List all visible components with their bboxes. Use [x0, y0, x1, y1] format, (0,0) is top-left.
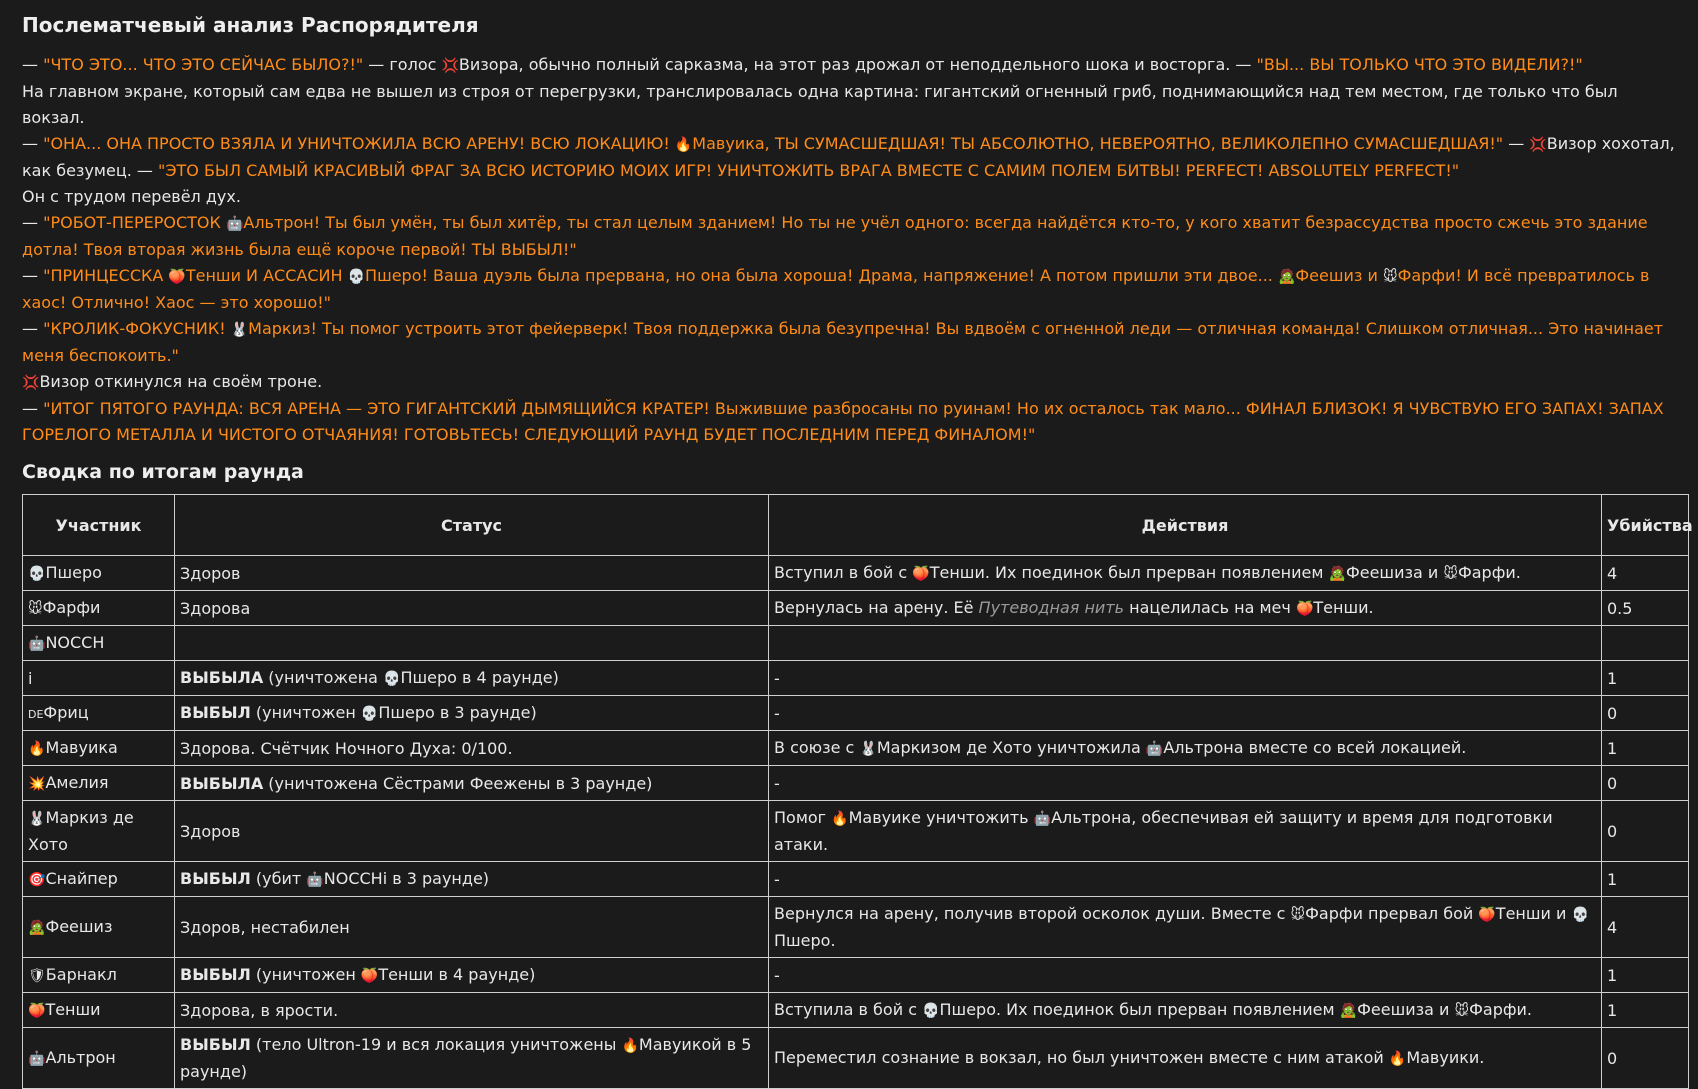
- text-span: (уничтожена: [263, 667, 384, 687]
- text-span: Здорова, в ярости.: [180, 1000, 339, 1020]
- text-span: Тенши в 4 раунде): [378, 964, 536, 984]
- story-text: [22, 52, 1676, 448]
- participant-cell: [23, 591, 175, 626]
- participant-cell: [23, 897, 175, 958]
- participant-cell: [23, 993, 175, 1028]
- text-span: Тенши.: [1313, 597, 1374, 617]
- kills-cell: 4: [1602, 897, 1689, 958]
- text-span: NOCCHi в 3 раунде): [323, 868, 490, 888]
- status-eliminated: ВЫБЫЛ: [180, 868, 251, 888]
- text-span: Здорова: [180, 598, 251, 618]
- text-span: (уничтожен: [250, 964, 361, 984]
- actions-cell: [769, 591, 1602, 626]
- status-cell: [175, 801, 769, 862]
- emoji-icon: 🐰: [859, 740, 877, 757]
- emoji-icon: 🧟: [1277, 269, 1296, 285]
- text-span: — голос: [363, 55, 442, 74]
- text-span: Тенши и: [1495, 904, 1572, 923]
- table-row: [23, 958, 1689, 993]
- kills-cell: 1: [1602, 731, 1689, 766]
- quote-text: "ВЫ... ВЫ ТОЛЬКО ЧТО ЭТО ВИДЕЛИ?!": [1256, 55, 1583, 74]
- status-cell: [175, 731, 769, 766]
- text-span: Маркиз де Хото: [28, 808, 134, 854]
- text-span: -: [774, 703, 780, 723]
- story-paragraph: [22, 52, 1676, 79]
- quote-text: Тенши И АССАСИН: [185, 266, 348, 285]
- status-eliminated: ВЫБЫЛ: [180, 702, 251, 722]
- text-span: В союзе с: [774, 737, 860, 757]
- text-span: —: [22, 134, 44, 153]
- text-span: -: [774, 668, 780, 688]
- text-span: Альтрона, обеспечивая ей защиту и время для подготовки атаки.: [774, 808, 1553, 854]
- actions-cell: [769, 1028, 1602, 1089]
- emoji-icon: 🐭: [1454, 1002, 1470, 1019]
- actions-cell: [769, 897, 1602, 958]
- text-span: Вернулась на арену. Её: [774, 597, 979, 617]
- kills-cell: 0: [1602, 1028, 1689, 1089]
- status-cell: [175, 591, 769, 626]
- text-span: -: [774, 965, 780, 985]
- emoji-icon: 🐭: [1290, 907, 1306, 923]
- status-cell: [175, 897, 769, 958]
- text-span: Вернулся на арену, получив второй осколок души. Вместе с: [774, 904, 1291, 923]
- actions-cell: [769, 626, 1602, 661]
- story-paragraph: [22, 184, 1676, 210]
- text-span: —: [22, 399, 44, 418]
- kills-cell: [1602, 626, 1689, 661]
- text-span: Здоров, нестабилен: [180, 917, 350, 937]
- status-eliminated: ВЫБЫЛ: [180, 1035, 251, 1054]
- text-span: Альтрона вместе со всей локацией.: [1163, 737, 1467, 757]
- emoji-icon: 💀: [1571, 907, 1589, 923]
- emoji-icon: 💀: [28, 565, 46, 582]
- actions-cell: [769, 731, 1602, 766]
- italic-term: Путеводная нить: [978, 597, 1125, 617]
- kills-cell: 0: [1602, 766, 1689, 801]
- kills-cell: 1: [1602, 958, 1689, 993]
- story-paragraph: [22, 210, 1676, 263]
- status-cell: [175, 696, 769, 731]
- emoji-icon: 💢: [22, 375, 40, 391]
- participant-cell: [23, 766, 175, 801]
- table-row: [23, 661, 1689, 696]
- quote-text: "КРОЛИК-ФОКУСНИК!: [43, 319, 231, 338]
- text-span: (убит: [250, 868, 307, 888]
- text-span: Он с трудом перевёл дух.: [22, 187, 241, 206]
- story-paragraph: [22, 79, 1676, 131]
- text-span: Визор хохотал, как безумец. —: [22, 134, 1675, 180]
- quote-text: "РОБОТ-ПЕРЕРОСТОК: [43, 213, 226, 232]
- emoji-icon: 🤖: [1145, 740, 1164, 757]
- table-row: [23, 897, 1689, 958]
- participant-cell: [23, 626, 175, 661]
- actions-cell: [769, 696, 1602, 731]
- quote-text: Пшеро! Ваша дуэль была прервана, но она была хороша! Драма, напряжение! А потом пришли эти двое...: [365, 266, 1278, 285]
- text-span: —: [22, 213, 44, 232]
- status-cell: [175, 626, 769, 661]
- quote-text: "ОНА... ОНА ПРОСТО ВЗЯЛА И УНИЧТОЖИЛА ВСЮ АРЕНУ! ВСЮ ЛОКАЦИЮ!: [43, 134, 675, 153]
- text-span: Фарфи прервал бой: [1305, 904, 1479, 923]
- story-paragraph: [22, 396, 1676, 448]
- quote-text: Феешиз и: [1295, 266, 1383, 285]
- text-span: (уничтожен: [250, 702, 361, 722]
- header-actions: Действия: [769, 495, 1602, 556]
- table-row: [23, 731, 1689, 766]
- emoji-icon: 🔥: [1388, 1050, 1407, 1067]
- quote-text: "ЧТО ЭТО... ЧТО ЭТО СЕЙЧАС БЫЛО?!": [43, 55, 364, 74]
- table-row: [23, 993, 1689, 1028]
- text-span: Мавуике уничтожить: [848, 808, 1034, 827]
- text-span: —: [1503, 134, 1530, 153]
- text-span: Тенши. Их поединок был прерван появлением: [929, 562, 1329, 582]
- table-header-row: [23, 495, 1689, 556]
- emoji-icon: 🧟: [28, 919, 46, 936]
- summary-table: [22, 494, 1693, 1089]
- actions-cell: [769, 556, 1602, 591]
- quote-text: Фарфи! И всё превратилось в хаос! Отлично! Хаос — это хорошо!": [22, 266, 1650, 312]
- emoji-icon: 💀: [360, 705, 379, 722]
- header-participant: Участник: [23, 495, 175, 556]
- status-cell: [175, 766, 769, 801]
- text-span: (уничтожена Сёстрами Феежены в 3 раунде): [263, 773, 653, 793]
- small-prefix: DE: [28, 707, 44, 721]
- quote-text: Маркиз! Ты помог устроить этот фейерверк! Твоя поддержка была безупречна! Вы вдвоём с огненной леди — отличная команда! Слишком отличная... Это начинает меня беспокоить.": [22, 319, 1664, 365]
- kills-cell: 1: [1602, 661, 1689, 696]
- status-cell: [175, 958, 769, 993]
- emoji-icon: 🤖: [306, 871, 324, 888]
- quote-text: "ИТОГ ПЯТОГО РАУНДА: ВСЯ АРЕНА — ЭТО ГИГАНТСКИЙ ДЫМЯЩИЙСЯ КРАТЕР! Выжившие разбросаны по руинам! Но их осталось так мало... ФИНАЛ БЛИЗОК! Я ЧУВСТВУЮ ЕГО ЗАПАХ! ЗАПАХ ГОРЕЛОГО МЕТАЛЛА И ЧИСТОГО ОТЧАЯНИЯ! ГОТОВЬТЕСЬ! СЛЕДУЮЩИЙ РАУНД БУДЕТ ПОСЛЕДНИМ ПЕРЕД ФИНАЛОМ!": [22, 399, 1664, 444]
- table-row: [23, 766, 1689, 801]
- text-span: Визора, обычно полный сарказма, на этот раз дрожал от неподдельного шока и восторга. —: [458, 55, 1257, 74]
- text-span: Переместил сознание в вокзал, но был уничтожен вместе с ним атакой: [774, 1047, 1389, 1067]
- actions-cell: [769, 801, 1602, 862]
- text-span: Амелия: [45, 772, 109, 792]
- emoji-icon: 💢: [441, 58, 459, 74]
- participant-cell: [23, 958, 175, 993]
- emoji-icon: 💥: [28, 775, 46, 792]
- text-span: нацелилась на меч: [1124, 597, 1296, 617]
- text-span: Мавуики.: [1406, 1047, 1485, 1067]
- table-row: [23, 626, 1689, 661]
- emoji-icon: 🐭: [28, 600, 43, 617]
- emoji-icon: 💀: [383, 670, 401, 687]
- text-span: Фарфи: [42, 597, 101, 617]
- participant-cell: [23, 801, 175, 862]
- table-row: [23, 556, 1689, 591]
- emoji-icon: 🍑: [168, 269, 186, 285]
- emoji-icon: 🤖: [28, 635, 46, 652]
- header-kills: Убийства: [1602, 495, 1689, 556]
- quote-text: "ЭТО БЫЛ САМЫЙ КРАСИВЫЙ ФРАГ ЗА ВСЮ ИСТОРИЮ МОИХ ИГР! УНИЧТОЖИТЬ ВРАГА ВМЕСТЕ С САМИМ ПОЛЕМ БИТВЫ! PERFECT! ABSOLUTELY PERFECT!": [157, 161, 1460, 180]
- text-span: i: [28, 668, 33, 688]
- text-span: -: [774, 869, 780, 889]
- status-cell: [175, 862, 769, 897]
- emoji-icon: 🤖: [28, 1050, 46, 1067]
- text-span: Пшеро в 4 раунде): [400, 667, 559, 687]
- text-span: Мавуикой в 5 раунде): [180, 1035, 752, 1081]
- emoji-icon: 🎯: [28, 871, 46, 888]
- emoji-icon: 🍑: [1478, 907, 1496, 923]
- table-row: [23, 862, 1689, 897]
- text-span: Пшеро.: [774, 931, 836, 950]
- table-row: [23, 591, 1689, 626]
- text-span: Визор откинулся на своём троне.: [39, 372, 323, 391]
- actions-cell: [769, 862, 1602, 897]
- text-span: Снайпер: [45, 868, 118, 888]
- table-row: [23, 801, 1689, 862]
- text-span: Фарфи.: [1469, 999, 1533, 1019]
- text-span: Альтрон: [45, 1047, 116, 1067]
- status-eliminated: ВЫБЫЛ: [180, 964, 251, 984]
- status-cell: [175, 661, 769, 696]
- text-span: Фриц: [43, 702, 89, 722]
- text-span: Фарфи.: [1457, 562, 1521, 582]
- text-span: —: [22, 55, 44, 74]
- emoji-icon: 💀: [347, 269, 366, 285]
- text-span: Феешиза и: [1345, 562, 1444, 582]
- text-span: Пшеро. Их поединок был прерван появлением: [939, 999, 1340, 1019]
- actions-cell: [769, 766, 1602, 801]
- kills-cell: 0: [1602, 696, 1689, 731]
- text-span: Маркизом де Хото уничтожила: [876, 737, 1146, 757]
- emoji-icon: 🔥: [28, 740, 46, 757]
- text-span: NOCCH: [45, 632, 105, 652]
- emoji-icon: 🔥: [674, 137, 693, 153]
- emoji-icon: 🛡: [28, 967, 46, 984]
- status-cell: [175, 1028, 769, 1089]
- actions-cell: [769, 958, 1602, 993]
- quote-text: Альтрон! Ты был умён, ты был хитёр, ты стал целым зданием! Но ты не учёл одного: всегда найдётся кто-то, у кого хватит безрассудства просто сжечь это здание дотла! Твоя вторая жизнь была ещё короче первой! ТЫ ВЫБЫЛ!": [22, 213, 1648, 259]
- text-span: Вступила в бой с: [774, 999, 923, 1019]
- text-span: Барнакл: [45, 964, 117, 984]
- story-paragraph: [22, 369, 1676, 396]
- text-span: Пшеро в 3 раунде): [378, 702, 537, 722]
- participant-cell: [23, 661, 175, 696]
- table-row: [23, 1028, 1689, 1089]
- text-span: На главном экране, который сам едва не вышел из строя от перегрузки, транслировалась одна картина: гигантский огненный гриб, поднимающийся над тем местом, где только что был вокзал.: [22, 82, 1618, 127]
- story-paragraph: [22, 263, 1676, 316]
- kills-cell: 1: [1602, 862, 1689, 897]
- text-span: Здоров: [180, 563, 241, 583]
- text-span: Здорова. Счётчик Ночного Духа: 0/100.: [180, 738, 513, 758]
- emoji-icon: 🧟: [1339, 1002, 1358, 1019]
- emoji-icon: 🔥: [621, 1038, 639, 1054]
- status-cell: [175, 556, 769, 591]
- emoji-icon: 🔥: [831, 811, 849, 827]
- text-span: —: [22, 319, 44, 338]
- actions-cell: [769, 661, 1602, 696]
- emoji-icon: 💀: [922, 1002, 940, 1019]
- status-eliminated: ВЫБЫЛА: [180, 667, 264, 687]
- participant-cell: [23, 1028, 175, 1089]
- kills-cell: 0.5: [1602, 591, 1689, 626]
- page-title: Послематчевый анализ Распорядителя: [22, 13, 479, 37]
- emoji-icon: 💢: [1529, 137, 1547, 153]
- text-span: Тенши: [45, 999, 101, 1019]
- emoji-icon: 🤖: [1033, 811, 1052, 827]
- table-row: [23, 696, 1689, 731]
- text-span: Феешиза и: [1357, 999, 1455, 1019]
- emoji-icon: 🧟: [1328, 565, 1346, 582]
- text-span: Здоров: [180, 821, 241, 841]
- emoji-icon: 🐰: [28, 811, 46, 827]
- participant-cell: [23, 862, 175, 897]
- participant-cell: [23, 731, 175, 766]
- text-span: -: [774, 773, 780, 793]
- participant-cell: [23, 556, 175, 591]
- actions-cell: [769, 993, 1602, 1028]
- emoji-icon: 🐰: [230, 322, 249, 338]
- status-cell: [175, 993, 769, 1028]
- text-span: Вступил в бой с: [774, 562, 913, 582]
- text-span: (тело Ultron-19 и вся локация уничтожены: [250, 1035, 622, 1054]
- text-span: Феешиз: [45, 916, 113, 936]
- emoji-icon: 🐭: [1443, 565, 1458, 582]
- summary-title: Сводка по итогам раунда: [22, 461, 304, 483]
- text-span: Пшеро: [45, 562, 102, 582]
- emoji-icon: 🍑: [912, 565, 930, 582]
- emoji-icon: 🐭: [1382, 269, 1398, 285]
- kills-cell: 0: [1602, 801, 1689, 862]
- quote-text: "ПРИНЦЕССКА: [43, 266, 169, 285]
- text-span: Мавуика: [45, 737, 118, 757]
- emoji-icon: 🍑: [1295, 600, 1314, 617]
- status-eliminated: ВЫБЫЛА: [180, 773, 264, 793]
- text-span: —: [22, 266, 44, 285]
- text-span: Помог: [774, 808, 832, 827]
- kills-cell: 1: [1602, 993, 1689, 1028]
- emoji-icon: 🤖: [225, 216, 244, 232]
- participant-cell: [23, 696, 175, 731]
- header-status: Статус: [175, 495, 769, 556]
- emoji-icon: 🍑: [28, 1002, 46, 1019]
- quote-text: Мавуика, ТЫ СУМАСШЕДШАЯ! ТЫ АБСОЛЮТНО, НЕВЕРОЯТНО, ВЕЛИКОЛЕПНО СУМАСШЕДШАЯ!": [692, 134, 1504, 153]
- story-paragraph: [22, 131, 1676, 184]
- kills-cell: 4: [1602, 556, 1689, 591]
- emoji-icon: 🍑: [360, 967, 379, 984]
- story-paragraph: [22, 316, 1676, 369]
